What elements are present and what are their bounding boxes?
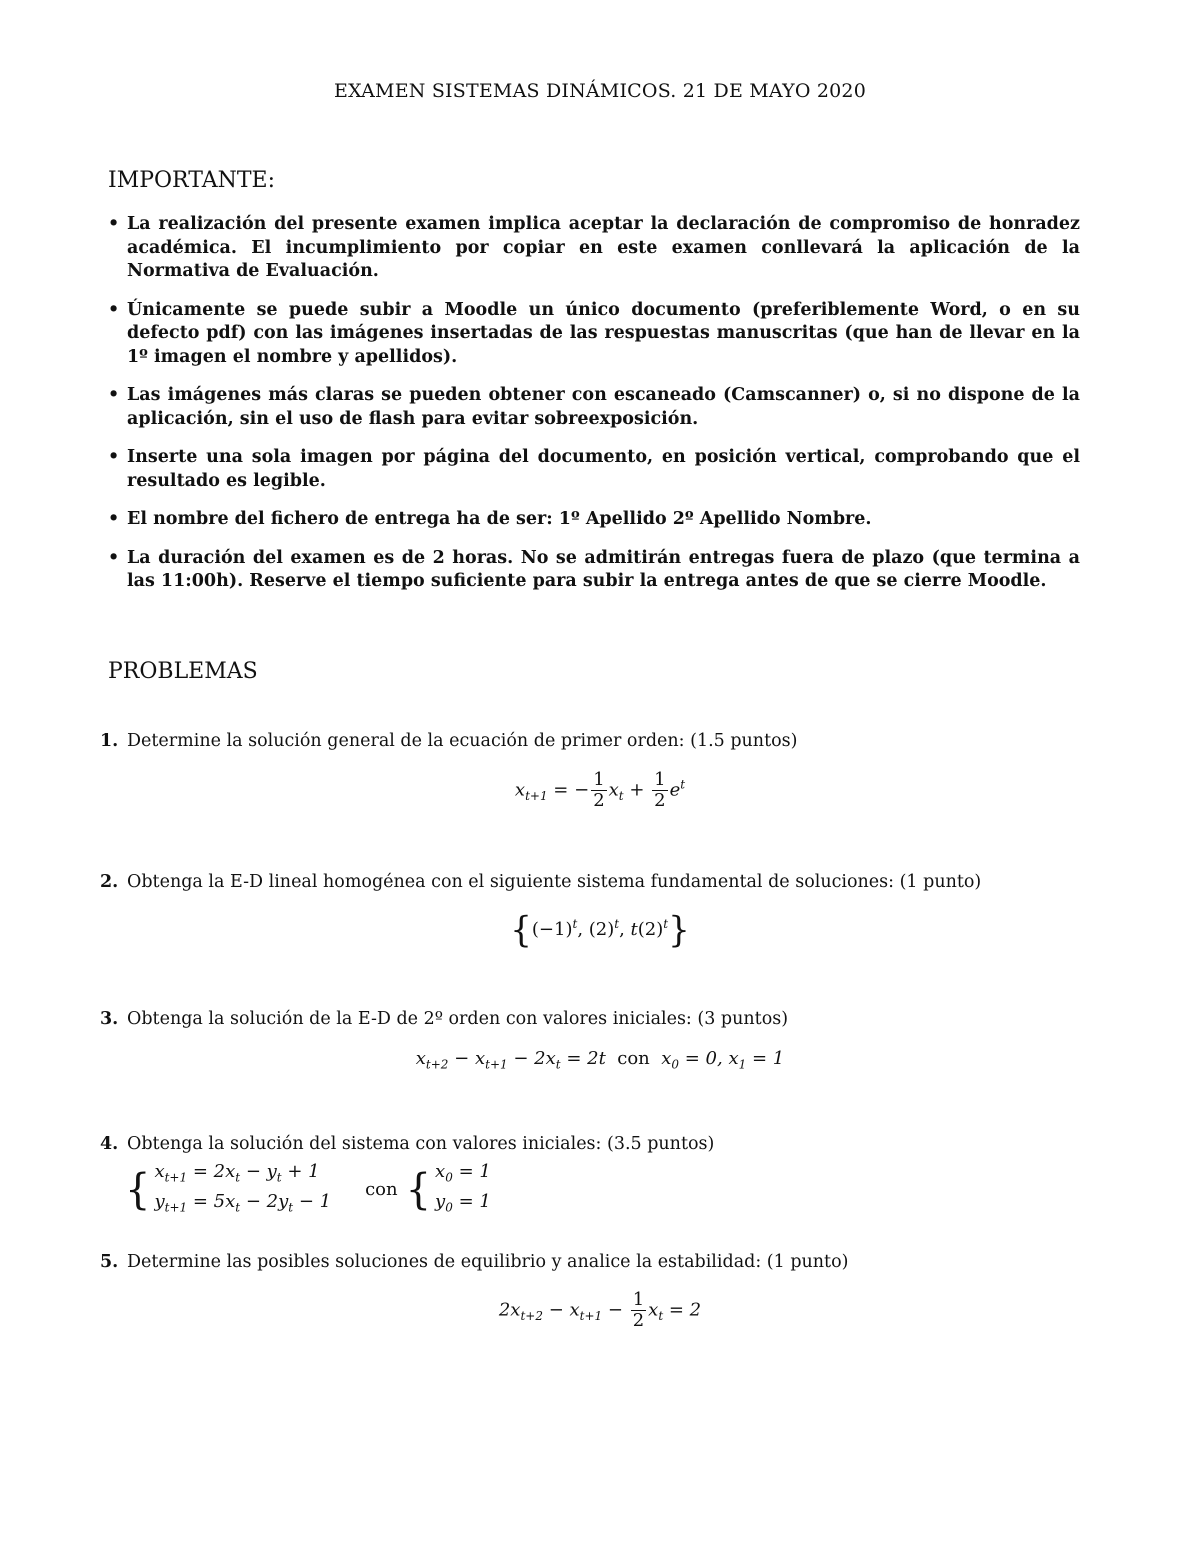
- problem-number: 2.: [100, 872, 119, 892]
- equation-1: $x_{t+1}$ = − $\frac{1}{2}$ $x_t$ + $\frac{1}{2}$ $e^t$: [514, 769, 686, 811]
- problem-number: 1.: [100, 731, 119, 751]
- problem-statement: Obtenga la E-D lineal homogénea con el siguiente sistema fundamental de soluciones: (1 punto): [127, 872, 982, 892]
- problem-3: [100, 1008, 1090, 1030]
- bullet-icon: •: [108, 547, 120, 568]
- important-heading: IMPORTANTE:: [108, 168, 275, 193]
- connector-text: con: [365, 1179, 398, 1201]
- list-item: • La duración del examen es de 2 horas. No se admitirán entregas fuera de plazo (que termina a las 11:00h). Reserve el tiempo suficiente para subir la entrega antes de que se cierre Moodle.: [108, 547, 1080, 591]
- equation-5: $2x_{t+2} - x_{t+1}$ − $\frac{1}{2}$ $x_t = 2$: [498, 1289, 702, 1331]
- bullet-icon: •: [108, 214, 120, 234]
- bullet-icon: •: [108, 509, 120, 529]
- problem-4: [100, 1133, 1090, 1155]
- list-item: • Únicamente se puede subir a Moodle un único documento (preferiblemente Word, o en su defecto pdf) con las imágenes insertadas de las respuestas manuscritas (que han de llevar en la 1º imagen el nombre y apellidos).: [108, 299, 1080, 367]
- initial-values: $x_0 = 1$ $y_0 = 1$: [435, 1161, 491, 1215]
- left-brace: {: [405, 1165, 432, 1214]
- problem-statement: Obtenga la solución de la E-D de 2º orden con valores iniciales: (3 puntos): [127, 1009, 789, 1029]
- bullet-icon: •: [108, 385, 120, 405]
- left-brace: {: [125, 1165, 151, 1214]
- equation-2: {$(-1)^t$, $(2)^t$, $t(2)^t$}: [510, 909, 690, 951]
- list-item: • Las imágenes más claras se pueden obtener con escaneado (Camscanner) o, si no dispone de la aplicación, sin el uso de flash para evitar sobreexposición.: [108, 385, 1080, 429]
- problem-5: [100, 1251, 1090, 1273]
- problem-number: 4.: [100, 1134, 119, 1154]
- bullet-icon: •: [108, 299, 120, 320]
- problem-number: 3.: [100, 1009, 119, 1029]
- list-item: • El nombre del fichero de entrega ha de ser: 1º Apellido 2º Apellido Nombre.: [108, 508, 1080, 532]
- problem-2: [100, 871, 1090, 893]
- equation-system-4: [125, 1160, 491, 1219]
- bullet-icon: •: [108, 447, 120, 467]
- problems-heading: PROBLEMAS: [108, 659, 258, 684]
- problem-statement: Determine la solución general de la ecuación de primer orden: (1.5 puntos): [127, 731, 798, 751]
- problem-statement: Determine las posibles soluciones de equilibrio y analice la estabilidad: (1 punto): [127, 1252, 849, 1272]
- problem-1: [100, 730, 1090, 752]
- list-item: • La realización del presente examen implica aceptar la declaración de compromiso de honradez académica. El incumplimiento por copiar en este examen conllevará la aplicación de la Normativa de Evaluación.: [108, 214, 1080, 281]
- equation-3: $x_{t+2} - x_{t+1} - 2x_t = 2t$ con $x_0 = 0$, $x_1 = 1$: [415, 1048, 785, 1072]
- important-list: [108, 213, 1080, 609]
- system-equations: $x_{t+1} = 2x_t - y_t + 1$ $y_{t+1} = 5x_t - 2y_t - 1$: [154, 1161, 332, 1215]
- exam-title: EXAMEN SISTEMAS DINÁMICOS. 21 DE MAYO 2020: [334, 80, 866, 102]
- list-item: • Inserte una sola imagen por página del documento, en posición vertical, comprobando que el resultado es legible.: [108, 447, 1080, 491]
- problem-number: 5.: [100, 1252, 119, 1272]
- problem-statement: Obtenga la solución del sistema con valores iniciales: (3.5 puntos): [127, 1134, 715, 1154]
